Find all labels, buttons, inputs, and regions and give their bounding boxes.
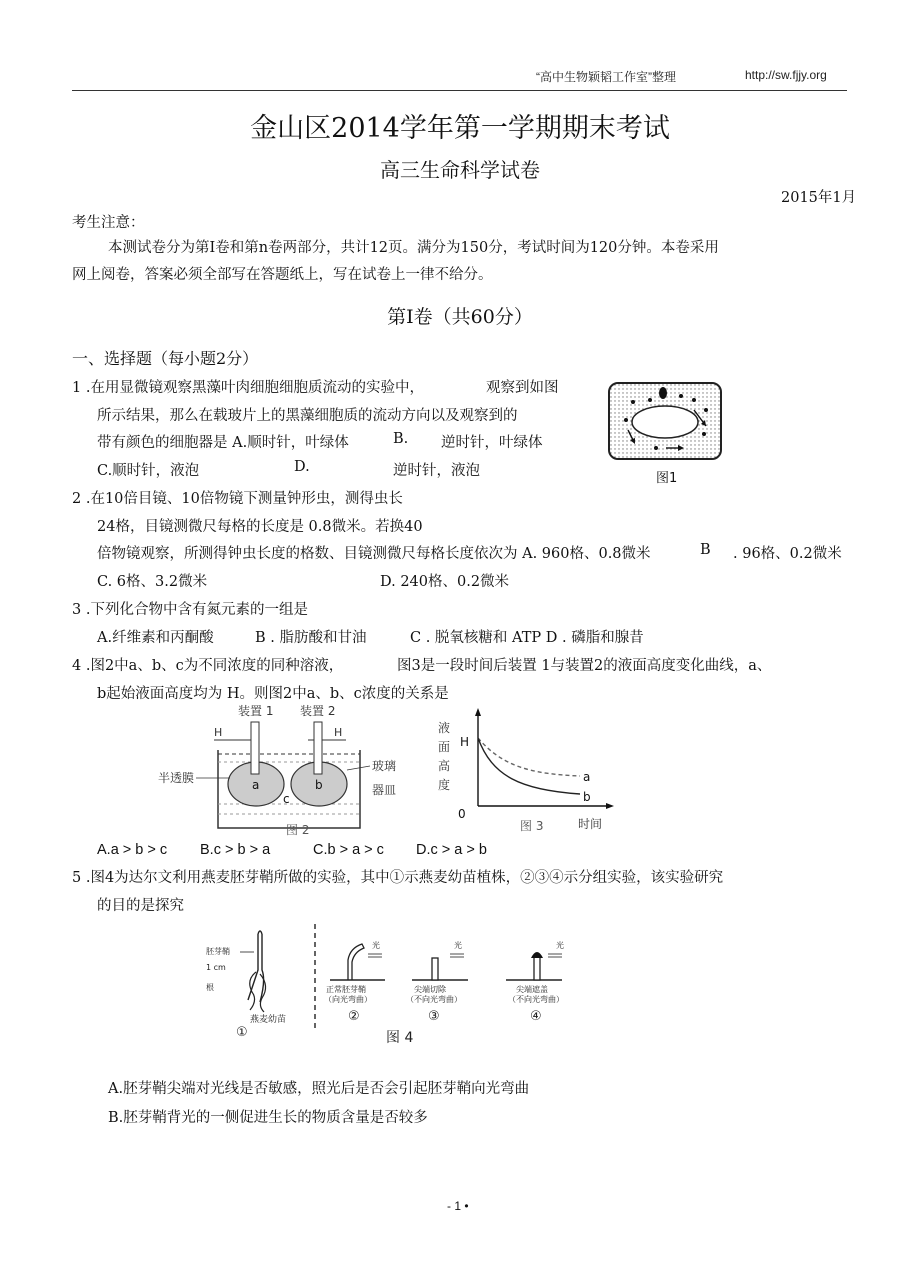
fig4-cond-2a: 正常胚芽鞘 (326, 985, 366, 994)
figure-2-apparatus (156, 700, 406, 840)
fig3-ylabel-4: 度 (438, 778, 451, 792)
q1-option-d: 逆时针，液泡 (393, 463, 480, 479)
fig3-label-a: a (583, 770, 591, 784)
figure-3-caption: 图 3 (520, 819, 544, 833)
page-number: - 1 • (447, 1199, 469, 1213)
exam-title: 金山区2014学年第一学期期末考试 (250, 113, 670, 144)
fig2-device-1-label: 装置 1 (238, 704, 274, 718)
q1-option-b-letter: B. (393, 431, 409, 447)
q5-option-b: B.胚芽鞘背光的一侧促进生长的物质含量是否较多 (108, 1110, 428, 1126)
fig2-h-label-2: H (334, 726, 343, 739)
fig4-cond-4a: 尖端遮盖 (516, 985, 548, 994)
fig4-sheath-label: 胚芽鞘 (206, 947, 230, 956)
q5-option-a: A.胚芽鞘尖端对光线是否敏感，照光后是否会引起胚芽鞘向光弯曲 (108, 1081, 530, 1097)
fig2-label-b: b (315, 778, 323, 792)
q4-line-1b: 图3是一段时间后装置 1与装置2的液面高度变化曲线，a、 (397, 658, 772, 674)
fig4-cond-3b: （不向光弯曲） (406, 995, 462, 1004)
q3-option-cd: C . 脱氧核糖和 ATP D . 磷脂和腺昔 (410, 630, 644, 646)
q4-line-1a: 4 .图2中a、b、c为不同浓度的同种溶液， (72, 658, 344, 674)
fig2-label-c: c (283, 792, 290, 806)
q1-option-c: C.顺时针，液泡 (97, 463, 200, 479)
q4-option-b: B.c > b > a (200, 842, 271, 858)
q3-option-a: A.纤维素和丙酮酸 (97, 630, 214, 646)
fig3-origin: 0 (458, 807, 466, 821)
q4-line-2: b起始液面高度均为 H。则图2中a、b、c浓度的关系是 (97, 686, 449, 702)
q2-line-2: 24格，目镜测微尺每格的长度是 0.8微米。若换40 (97, 519, 423, 535)
fig2-glass-label-2: 器皿 (372, 783, 397, 797)
fig3-label-b: b (583, 790, 591, 804)
fig3-h-label: H (460, 735, 470, 749)
figure-1-caption: 图1 (656, 471, 678, 486)
fig3-curve-a (478, 738, 580, 776)
fig4-cm-label: 1 cm (206, 963, 226, 972)
q2-option-b-letter: B (700, 542, 711, 558)
figure-1-cell (606, 380, 726, 488)
q1-line-2: 所示结果，那么在载玻片上的黑藻细胞质的流动方向以及观察到的 (97, 408, 518, 424)
fig2-h-label-1: H (214, 726, 223, 739)
q5-line-2: 的目的是探究 (97, 898, 184, 914)
fig4-num-1: ① (236, 1025, 248, 1040)
q4-option-d: D.c > a > b (416, 842, 487, 858)
fig3-ylabel-2: 面 (438, 740, 451, 754)
figure-3-graph (430, 706, 620, 836)
fig4-root-label: 根 (206, 983, 214, 992)
notice-line-2: 网上阅卷，答案必须全部写在答题纸上，写在试卷上一律不给分。 (72, 267, 493, 283)
fig4-num-4: ④ (530, 1009, 542, 1024)
q2-line-3: 倍物镜观察，所测得钟虫长度的格数、目镜测微尺每格长度依次为 A. 960格、0.8微米 (97, 546, 651, 562)
q1-option-d-letter: D. (294, 459, 310, 475)
fig4-seedling-label: 燕麦幼苗 (250, 1015, 287, 1025)
header-source: “高中生物颖韬工作室”整理 (536, 70, 676, 84)
q1-option-b: 逆时针，叶绿体 (441, 435, 543, 451)
q1-option-a: 带有颜色的细胞器是 A.顺时针，叶绿体 (97, 435, 349, 451)
section-title: 第I卷（共60分） (387, 306, 533, 328)
q2-line-1: 2 .在10倍目镜、10倍物镜下测量钟形虫，测得虫长 (72, 491, 403, 507)
fig4-light-4: 光 (556, 941, 564, 950)
figure-4-caption: 图 4 (386, 1030, 414, 1046)
header-divider (72, 90, 847, 91)
notice-line-1: 本测试卷分为第I卷和第n卷两部分，共计12页。满分为150分，考试时间为120分钟。本卷采用 (108, 240, 719, 256)
fig2-device-2-label: 装置 2 (300, 704, 336, 718)
exam-date: 2015年1月 (781, 190, 857, 206)
q1-line-1a: 1 .在用显微镜观察黑藻叶肉细胞细胞质流动的实验中， (72, 380, 424, 396)
q4-option-a: A.a > b > c (97, 842, 168, 858)
fig2-glass-label-1: 玻璃 (372, 759, 397, 773)
figure-4-experiment (200, 920, 600, 1050)
q2-option-b: . 96格、0.2微米 (733, 546, 842, 562)
q3-option-b: B . 脂肪酸和甘油 (255, 630, 367, 646)
q2-option-c: C. 6格、3.2微米 (97, 574, 208, 590)
fig3-xlabel: 时间 (578, 817, 603, 831)
fig3-curve-b (478, 738, 580, 794)
exam-subtitle: 高三生命科学试卷 (380, 158, 540, 182)
q2-option-d: D. 240格、0.2微米 (380, 574, 510, 590)
header-url: http://sw.fjjy.org (745, 68, 827, 82)
fig4-num-3: ③ (428, 1009, 440, 1024)
fig4-cond-4b: （不向光弯曲） (508, 995, 564, 1004)
part-title: 一、选择题（每小题2分） (72, 349, 259, 368)
q3-line-1: 3 .下列化合物中含有氮元素的一组是 (72, 602, 308, 618)
fig3-ylabel-1: 液 (438, 721, 451, 735)
fig4-light-3: 光 (454, 941, 462, 950)
figure-2-caption: 图 2 (286, 823, 310, 837)
fig2-membrane-label: 半透膜 (158, 771, 195, 785)
notice-heading: 考生注意： (72, 215, 145, 231)
fig3-ylabel-3: 高 (438, 759, 451, 773)
fig4-num-2: ② (348, 1009, 360, 1024)
fig4-light-2: 光 (372, 941, 380, 950)
q4-option-c: C.b > a > c (313, 842, 384, 858)
fig4-cond-3a: 尖端切除 (414, 985, 446, 994)
fig4-cond-2b: （向光弯曲） (324, 995, 372, 1004)
q5-line-1: 5 .图4为达尔文利用燕麦胚芽鞘所做的实验，其中①示燕麦幼苗植株，②③④示分组实验，该实验研究 (72, 870, 724, 886)
q1-line-1b: 观察到如图 (486, 380, 559, 396)
fig2-label-a: a (252, 778, 260, 792)
